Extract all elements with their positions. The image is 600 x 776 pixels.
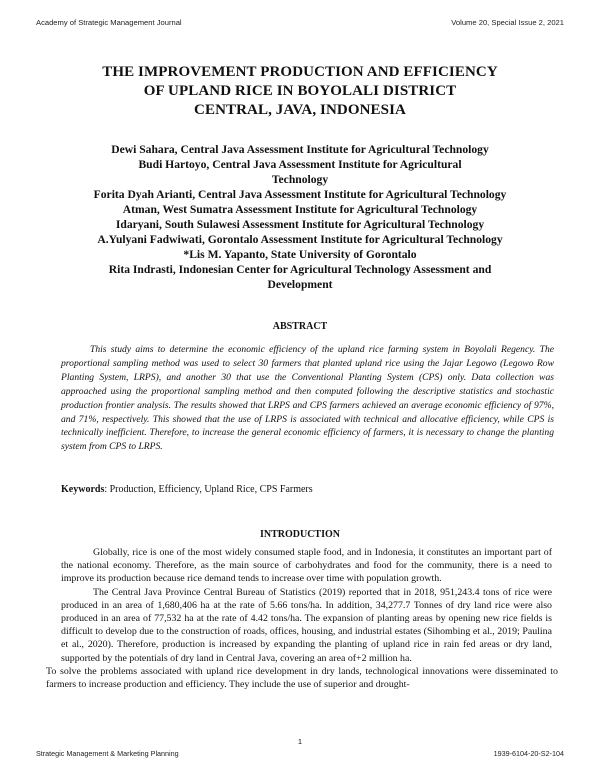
- paragraph: The Central Java Province Central Bureau of Statistics (2019) reported that in 2018, 951,243.4 tons of rice were produced in an area of 1,680,406 ha at the rate of 5.66 tons/ha. In addition, 34,277.7 Tonnes of dry land rice were also produced in an area of 77,532 ha at the rate of 4.42 tons/ha. The expansion of planting areas by opening new rice fields is difficult to develop due to the construction of roads, offices, housing, and industrial estates (Sihombing et al., 2019; Paulina et al., 2020). Therefore, production is increased by expanding the planting of upland rice in rain fed areas or dry land, supported by the potentials of dry land in Central Java, covering an area of+2 million ha.: [61, 586, 552, 664]
- introduction-body: [46, 546, 558, 691]
- author-line: *Lis M. Yapanto, State University of Gorontalo: [183, 248, 417, 261]
- author-line: Budi Hartoyo, Central Java Assessment Institute for Agricultural: [138, 158, 462, 171]
- running-header: [36, 18, 564, 30]
- abstract-heading: ABSTRACT: [272, 321, 328, 332]
- title-line: OF UPLAND RICE IN BOYOLALI DISTRICT: [143, 83, 457, 99]
- volume-info: Volume 20, Special Issue 2, 2021: [451, 18, 564, 27]
- keywords-text: : Production, Efficiency, Upland Rice, CPS Farmers: [104, 484, 313, 495]
- keywords-label: Keywords: [61, 484, 105, 495]
- introduction-heading: INTRODUCTION: [259, 529, 340, 540]
- paragraph: To solve the problems associated with upland rice development in dry lands, technological innovations were disseminated to farmers to increase production and efficiency. They include the use of superior and drought-: [46, 665, 558, 691]
- author-line: Forita Dyah Arianti, Central Java Assessment Institute for Agricultural Technology: [93, 188, 507, 201]
- running-footer: [36, 749, 564, 761]
- title-line: THE IMPROVEMENT PRODUCTION AND EFFICIENCY: [102, 64, 498, 80]
- paragraph: Globally, rice is one of the most widely consumed staple food, and in Indonesia, it constitutes an important part of the national economy. Therefore, as the main source of carbohydrates and food for the community, there is a need to improve its production because rice demand tends to increase over time with population growth.: [61, 547, 552, 585]
- author-line: Atman, West Sumatra Assessment Institute for Agricultural Technology: [122, 203, 478, 216]
- paper-title: [60, 63, 540, 120]
- author-list: [48, 142, 552, 292]
- footer-series: Strategic Management & Marketing Planning: [36, 749, 179, 758]
- author-line: Idaryani, South Sulawesi Assessment Institute for Agricultural Technology: [115, 218, 485, 231]
- author-line: A.Yulyani Fadwiwati, Gorontalo Assessment Institute for Agricultural Technology: [97, 233, 503, 246]
- title-line: CENTRAL, JAVA, INDONESIA: [194, 102, 406, 118]
- journal-name: Academy of Strategic Management Journal: [36, 18, 182, 27]
- page-number: 1: [297, 737, 303, 746]
- author-line: Rita Indrasti, Indonesian Center for Agricultural Technology Assessment and: [108, 263, 492, 276]
- author-line: Technology: [271, 173, 329, 186]
- footer-id: 1939-6104-20-S2-104: [493, 749, 564, 758]
- abstract-text: This study aims to determine the economic efficiency of the upland rice farming system in Boyolali Regency. The proportional sampling method was used to select 30 farmers that planted upland rice using the Jajar Legowo (Legowo Row Planting System, LRPS), and another 30 that use the Conventional Planting System (CPS) only. Data collection was approached using the proportional sampling method and then computed following the descriptive statistics and stochastic production frontier analysis. The results showed that LRPS and CPS farmers achieved an average economic efficiency of 97%, and 71%, respectively. This showed that the use of LRPS is associated with technical and allocative efficiency, while CPS is technically inefficient. Therefore, to increase the general economic efficiency of farmers, it is necessary to change the planting system from CPS to LRPS.: [61, 344, 554, 453]
- keywords: [61, 484, 554, 495]
- author-line: Dewi Sahara, Central Java Assessment Institute for Agricultural Technology: [111, 143, 489, 156]
- author-line: Development: [267, 278, 333, 291]
